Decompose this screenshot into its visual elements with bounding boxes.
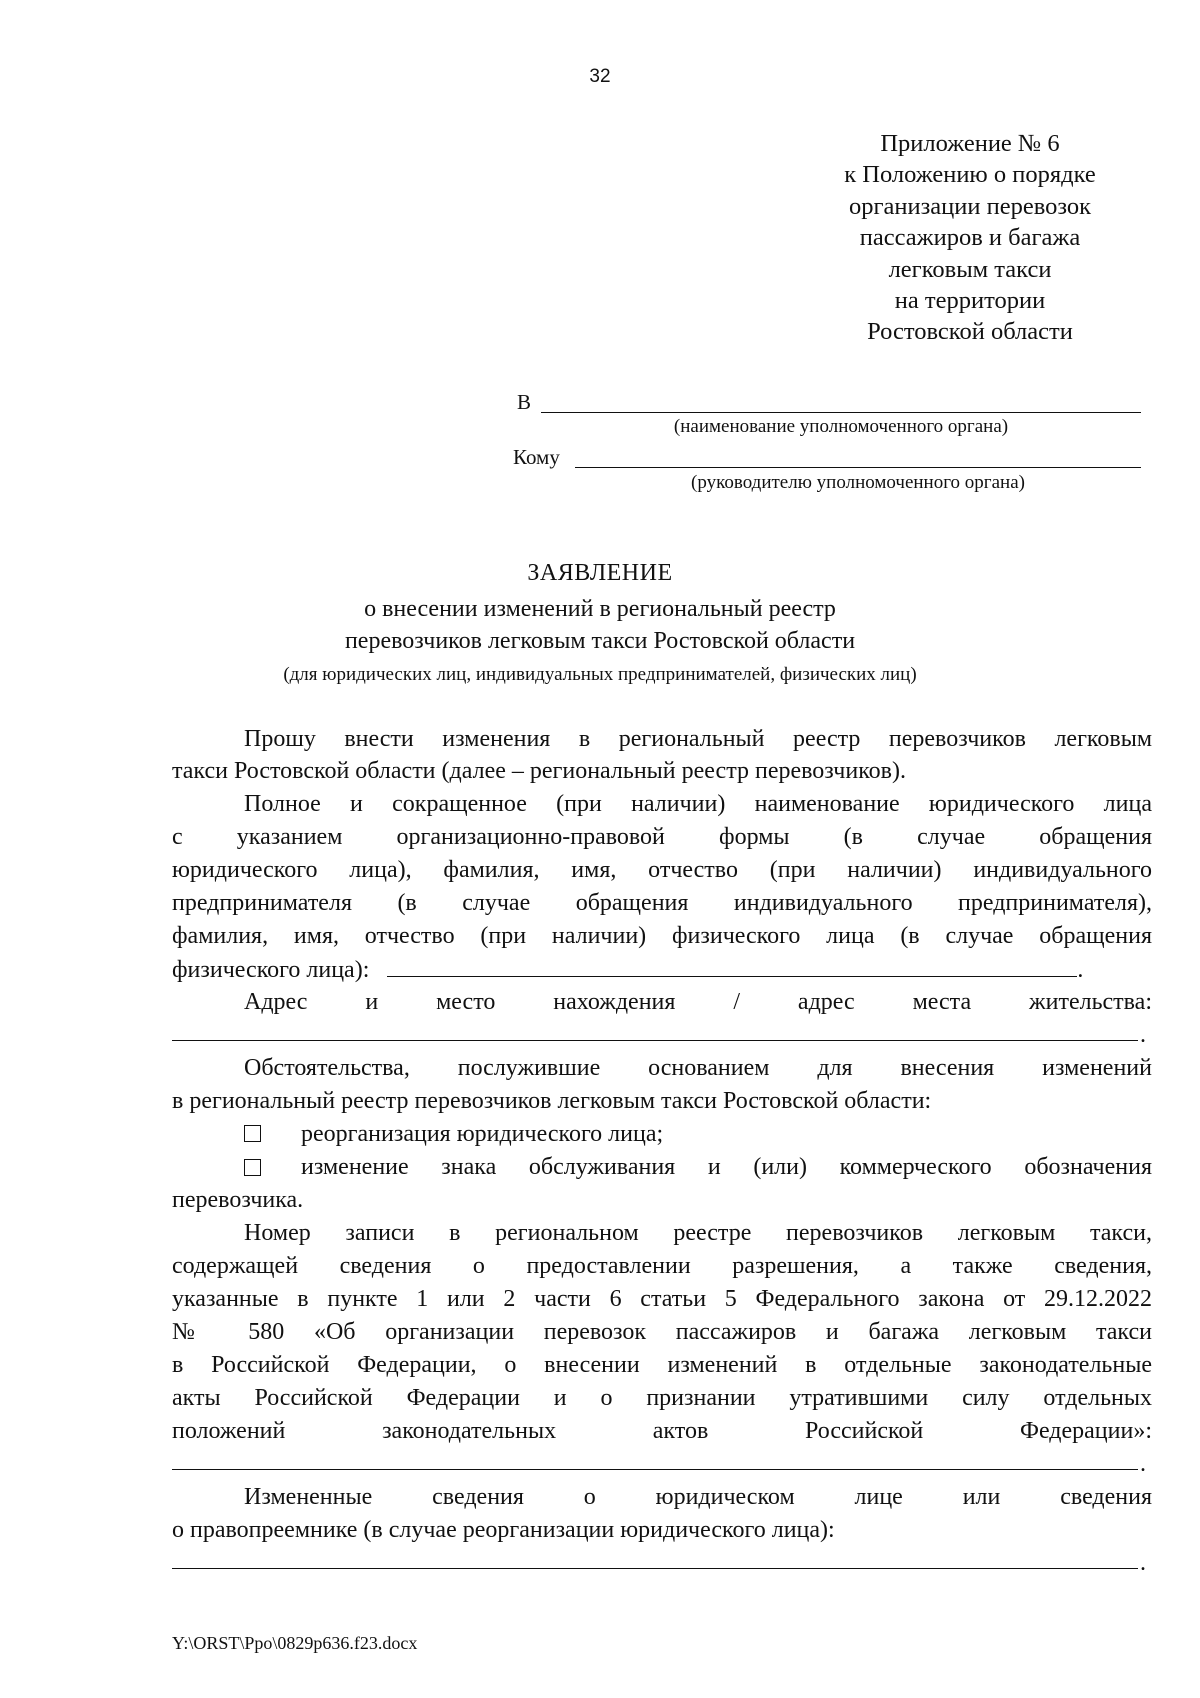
appendix-line: на территории	[894, 287, 1046, 315]
to-field-line	[541, 412, 1141, 413]
paragraph-line: перевозчика.	[172, 1187, 304, 1213]
checkbox[interactable]	[244, 1125, 261, 1142]
appendix-line: к Положению о порядке	[844, 161, 1096, 189]
appendix-line: пассажиров и багажа	[859, 224, 1081, 252]
changed-info-field-line	[172, 1568, 1138, 1569]
whom-caption: (руководителю уполномоченного органа)	[691, 472, 1025, 493]
paragraph-line: акты Российской Федерации и о признании утратившими силу отдельных	[172, 1385, 1152, 1411]
paragraph-line: о правопреемнике (в случае реорганизации юридического лица):	[172, 1517, 835, 1543]
paragraph-line: Обстоятельства, послужившие основанием для внесения изменений	[244, 1055, 1152, 1081]
paragraph-line: предпринимателя (в случае обращения индивидуального предпринимателя),	[172, 890, 1152, 916]
whom-label: Кому	[513, 445, 560, 469]
changed-info-field[interactable]	[172, 1548, 1152, 1578]
paragraph-line: такси Ростовской области (далее – региональный реестр перевозчиков).	[172, 758, 906, 784]
subtitle-note: (для юридических лиц, индивидуальных предпринимателей, физических лиц)	[283, 664, 917, 685]
appendix-line: легковым такси	[888, 255, 1052, 283]
document-title: ЗАЯВЛЕНИЕ	[527, 560, 673, 586]
option-reorganization[interactable]	[244, 1119, 1152, 1149]
period: .	[1140, 1022, 1146, 1048]
paragraph-line: № 580 «Об организации перевозок пассажиров и багажа легковым такси	[172, 1319, 1152, 1345]
period: .	[1140, 1451, 1146, 1477]
record-number-field-line	[172, 1469, 1138, 1470]
record-number-field[interactable]	[172, 1449, 1152, 1479]
paragraph-line: содержащей сведения о предоставлении разрешения, а также сведения,	[172, 1253, 1152, 1279]
paragraph-line: фамилия, имя, отчество (при наличии) физического лица (в случае обращения	[172, 923, 1152, 949]
period: .	[1077, 957, 1084, 983]
to-caption: (наименование уполномоченного органа)	[673, 416, 1009, 437]
checkbox[interactable]	[244, 1159, 261, 1176]
appendix-line: организации перевозок	[848, 192, 1092, 220]
applicant-name-field[interactable]	[387, 954, 1077, 977]
appendix-line: Приложение № 6	[880, 130, 1060, 157]
paragraph-line: Измененные сведения о юридическом лице или сведения	[244, 1484, 1152, 1510]
whom-field-line	[575, 467, 1141, 468]
paragraph-line: физического лица):	[172, 957, 370, 983]
to-label: В	[517, 390, 532, 414]
paragraph-line: положений законодательных актов Российской Федерации»:	[172, 1418, 1152, 1444]
paragraph-line: в Российской Федерации, о внесении изменений в отдельные законодательные	[172, 1352, 1152, 1378]
option-label: изменение знака обслуживания и (или) коммерческого обозначения	[301, 1154, 1152, 1180]
paragraph-line: Номер записи в региональном реестре перевозчиков легковым такси,	[244, 1220, 1152, 1246]
page-number: 32	[589, 66, 611, 87]
document-subtitle: перевозчиков легковым такси Ростовской области	[344, 628, 856, 654]
address-field[interactable]	[172, 1020, 1152, 1050]
address-field-line	[172, 1040, 1138, 1041]
paragraph-line: юридического лица), фамилия, имя, отчество (при наличии) индивидуального	[172, 857, 1152, 883]
option-trademark-change[interactable]	[244, 1152, 1152, 1182]
paragraph-line: указанные в пункте 1 или 2 части 6 статьи 5 Федерального закона от 29.12.2022	[172, 1286, 1152, 1312]
paragraph-line: в региональный реестр перевозчиков легковым такси Ростовской области:	[172, 1088, 932, 1114]
period: .	[1140, 1550, 1146, 1576]
option-label: реорганизация юридического лица;	[301, 1121, 664, 1147]
paragraph-line: Полное и сокращенное (при наличии) наименование юридического лица	[244, 791, 1152, 817]
address-label: Адрес и место нахождения / адрес места жительства:	[244, 989, 1152, 1015]
appendix-line: Ростовской области	[867, 318, 1073, 346]
footer-file-path: Y:\ORST\Ppo\0829p636.f23.docx	[172, 1633, 418, 1653]
appendix-header	[780, 128, 1160, 348]
document-subtitle: о внесении изменений в региональный реестр	[364, 596, 836, 622]
paragraph-line: Прошу внести изменения в региональный реестр перевозчиков легковым	[244, 726, 1152, 752]
paragraph-line: с указанием организационно-правовой формы (в случае обращения	[172, 824, 1152, 850]
applicant-name-row	[172, 954, 1152, 984]
